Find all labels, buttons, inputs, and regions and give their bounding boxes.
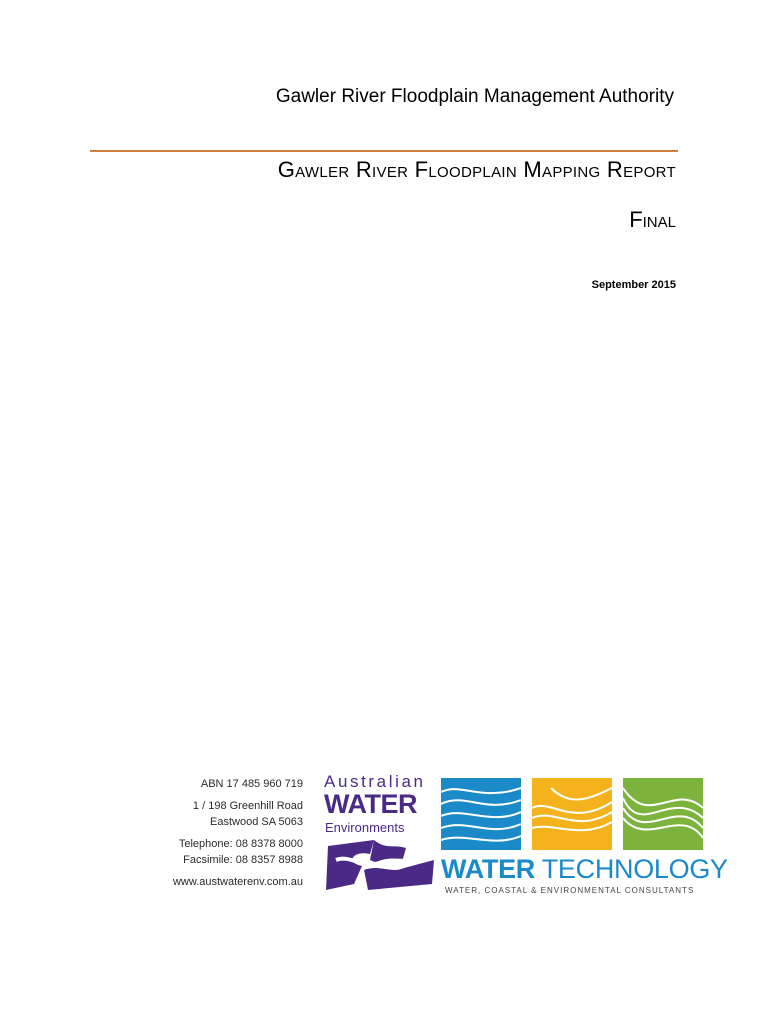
address-line-1: 1 / 198 Greenhill Road xyxy=(192,800,303,812)
address-line-2: Eastwood SA 5063 xyxy=(210,816,303,828)
water-technology-tiles-icon xyxy=(441,778,703,850)
report-title: Gawler River Floodplain Mapping Report xyxy=(277,157,676,182)
contact-block xyxy=(173,776,303,890)
awe-logo-line2: WATER xyxy=(324,789,417,819)
water-technology-wordmark xyxy=(441,854,728,885)
awe-logo-line3: Environments xyxy=(325,820,405,835)
water-technology-tagline: WATER, COASTAL & ENVIRONMENTAL CONSULTANTS xyxy=(445,886,695,895)
report-status: Final xyxy=(629,207,676,232)
water-technology-word2: TECHNOLOGY xyxy=(541,854,728,884)
telephone: Telephone: 08 8378 8000 xyxy=(178,838,303,850)
awe-logo xyxy=(324,772,440,892)
awe-wave-icon xyxy=(324,840,436,892)
facsimile: Facsimile: 08 8357 8988 xyxy=(183,854,303,866)
website-link[interactable]: www.austwaterenv.com.au xyxy=(172,876,303,888)
abn: ABN 17 485 960 719 xyxy=(200,778,303,790)
water-technology-word1: WATER xyxy=(441,854,535,884)
header-divider xyxy=(90,150,678,152)
report-date: September 2015 xyxy=(591,279,676,291)
organisation-name: Gawler River Floodplain Management Authority xyxy=(275,86,674,107)
awe-logo-line1: Australian xyxy=(324,772,426,791)
water-technology-logo xyxy=(441,778,728,898)
